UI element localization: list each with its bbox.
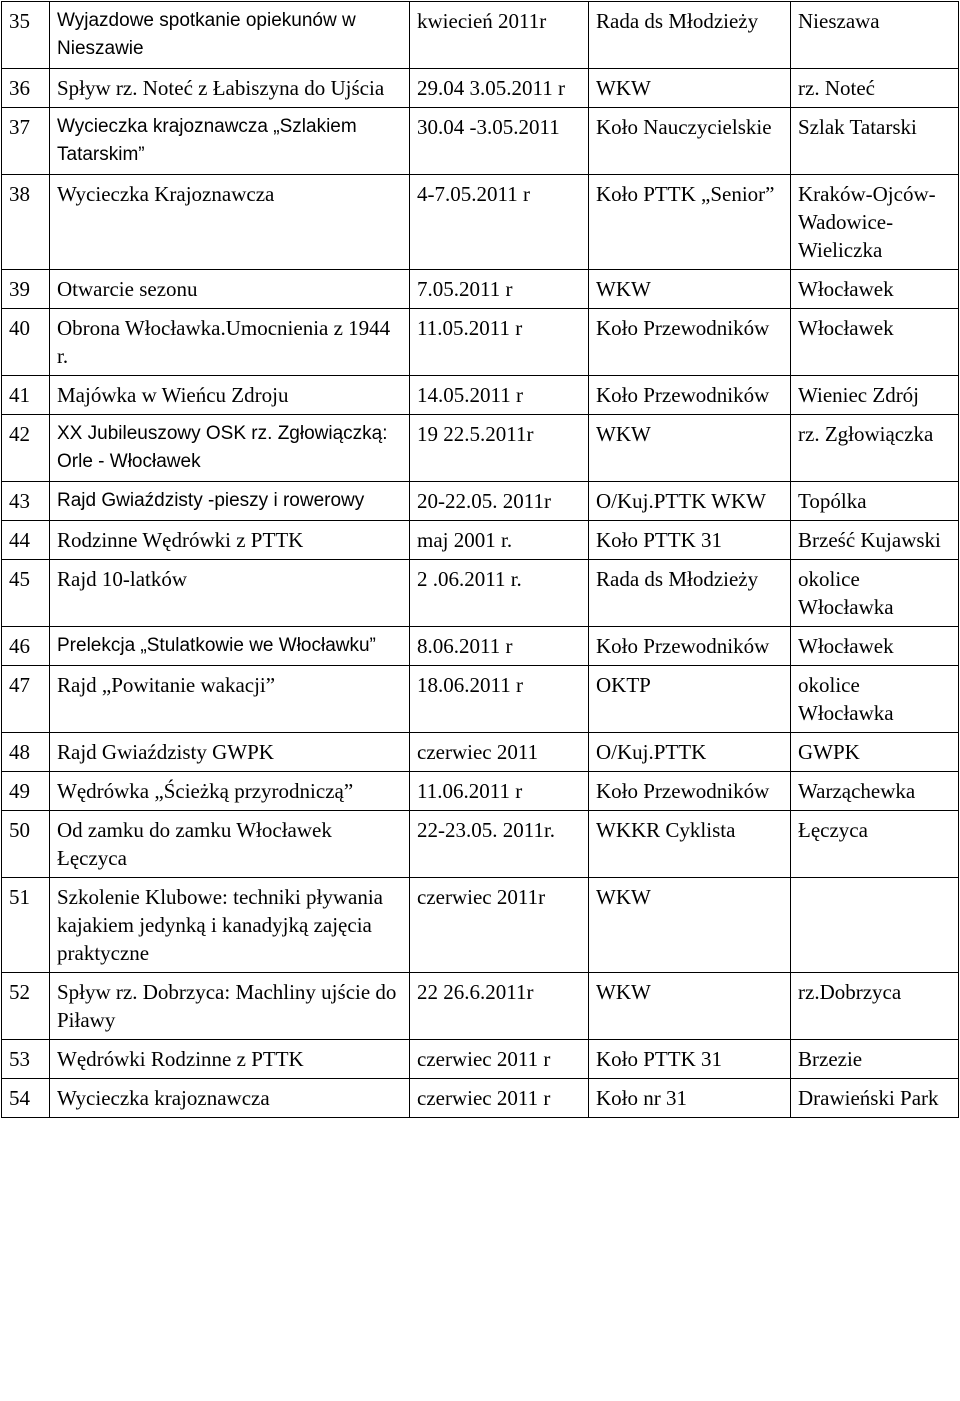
cell-place: Brzezie [791,1040,959,1079]
cell-organizer: WKW [589,973,791,1040]
cell-place [791,878,959,973]
cell-date: 22 26.6.2011r [410,973,589,1040]
cell-date: czerwiec 2011 r [410,1040,589,1079]
cell-name: Od zamku do zamku Włocławek Łęczyca [50,811,410,878]
cell-name: Rajd „Powitanie wakacji” [50,666,410,733]
cell-place: Włocławek [791,627,959,666]
cell-organizer: Koło Przewodników [589,772,791,811]
cell-nr: 52 [2,973,50,1040]
cell-organizer: WKKR Cyklista [589,811,791,878]
cell-nr: 39 [2,270,50,309]
cell-place: Łęczyca [791,811,959,878]
cell-organizer: Rada ds Młodzieży [589,560,791,627]
cell-place: GWPK [791,733,959,772]
cell-date: 29.04 3.05.2011 r [410,69,589,108]
cell-date: 22-23.05. 2011r. [410,811,589,878]
cell-nr: 48 [2,733,50,772]
table-row [2,108,959,175]
cell-date: czerwiec 2011r [410,878,589,973]
table-row [2,270,959,309]
cell-organizer: O/Kuj.PTTK WKW [589,482,791,521]
cell-date: 20-22.05. 2011r [410,482,589,521]
cell-nr: 42 [2,415,50,482]
cell-name: Obrona Włocławka.Umocnienia z 1944 r. [50,309,410,376]
cell-name: Wycieczka Krajoznawcza [50,175,410,270]
cell-place: Szlak Tatarski [791,108,959,175]
cell-organizer: Rada ds Młodzieży [589,2,791,69]
table-row [2,482,959,521]
table-row [2,733,959,772]
cell-place: Nieszawa [791,2,959,69]
cell-name: Spływ rz. Noteć z Łabiszyna do Ujścia [50,69,410,108]
cell-nr: 45 [2,560,50,627]
table-row [2,376,959,415]
cell-date: 7.05.2011 r [410,270,589,309]
cell-name: Rodzinne Wędrówki z PTTK [50,521,410,560]
cell-date: 18.06.2011 r [410,666,589,733]
cell-name: Otwarcie sezonu [50,270,410,309]
cell-nr: 46 [2,627,50,666]
events-table [1,1,959,1118]
cell-nr: 35 [2,2,50,69]
cell-place: Wieniec Zdrój [791,376,959,415]
cell-place: Kraków-Ojców-Wadowice-Wieliczka [791,175,959,270]
cell-nr: 53 [2,1040,50,1079]
cell-nr: 51 [2,878,50,973]
cell-date: czerwiec 2011 r [410,1079,589,1118]
cell-nr: 50 [2,811,50,878]
cell-nr: 47 [2,666,50,733]
cell-date: 11.06.2011 r [410,772,589,811]
cell-nr: 44 [2,521,50,560]
cell-name: Rajd Gwiaździsty -pieszy i rowerowy [50,482,410,521]
cell-organizer: Koło PTTK 31 [589,521,791,560]
cell-organizer: Koło PTTK 31 [589,1040,791,1079]
cell-name: XX Jubileuszowy OSK rz. Zgłowiączką: Orle - Włocławek [50,415,410,482]
cell-name: Wyjazdowe spotkanie opiekunów w Nieszawie [50,2,410,69]
cell-date: 14.05.2011 r [410,376,589,415]
cell-name: Majówka w Wieńcu Zdroju [50,376,410,415]
cell-date: 11.05.2011 r [410,309,589,376]
cell-name: Spływ rz. Dobrzyca: Machliny ujście do Piławy [50,973,410,1040]
cell-organizer: WKW [589,69,791,108]
cell-nr: 43 [2,482,50,521]
table-row [2,666,959,733]
table-row [2,878,959,973]
cell-place: okolice Włocławka [791,666,959,733]
cell-name: Wędrówki Rodzinne z PTTK [50,1040,410,1079]
table-row [2,309,959,376]
cell-date: czerwiec 2011 [410,733,589,772]
cell-nr: 37 [2,108,50,175]
cell-name: Wędrówka „Ścieżką przyrodniczą” [50,772,410,811]
cell-name: Prelekcja „Stulatkowie we Włocławku” [50,627,410,666]
table-row [2,175,959,270]
cell-place: Włocławek [791,270,959,309]
cell-place: Brześć Kujawski [791,521,959,560]
cell-place: Topólka [791,482,959,521]
cell-organizer: OKTP [589,666,791,733]
cell-place: Warząchewka [791,772,959,811]
cell-place: okolice Włocławka [791,560,959,627]
cell-nr: 49 [2,772,50,811]
cell-organizer: O/Kuj.PTTK [589,733,791,772]
cell-place: rz.Dobrzyca [791,973,959,1040]
cell-name: Rajd Gwiaździsty GWPK [50,733,410,772]
cell-organizer: Koło PTTK „Senior” [589,175,791,270]
cell-nr: 38 [2,175,50,270]
table-row [2,811,959,878]
cell-place: rz. Noteć [791,69,959,108]
table-row [2,521,959,560]
table-row [2,772,959,811]
cell-name: Rajd 10-latków [50,560,410,627]
cell-organizer: WKW [589,270,791,309]
cell-place: Drawieński Park [791,1079,959,1118]
cell-nr: 40 [2,309,50,376]
table-row [2,627,959,666]
cell-name: Wycieczka krajoznawcza „Szlakiem Tatarskim” [50,108,410,175]
cell-organizer: WKW [589,415,791,482]
cell-name: Szkolenie Klubowe: techniki pływania kajakiem jedynką i kanadyjką zajęcia praktyczne [50,878,410,973]
cell-nr: 54 [2,1079,50,1118]
table-row [2,1079,959,1118]
table-row [2,560,959,627]
table-row [2,1040,959,1079]
cell-place: Włocławek [791,309,959,376]
cell-date: kwiecień 2011r [410,2,589,69]
table-row [2,973,959,1040]
cell-date: 4-7.05.2011 r [410,175,589,270]
table-row [2,69,959,108]
cell-nr: 41 [2,376,50,415]
table-row [2,2,959,69]
cell-date: 8.06.2011 r [410,627,589,666]
cell-organizer: Koło Przewodników [589,627,791,666]
cell-organizer: Koło Przewodników [589,309,791,376]
table-row [2,415,959,482]
cell-date: maj 2001 r. [410,521,589,560]
cell-organizer: WKW [589,878,791,973]
cell-organizer: Koło Przewodników [589,376,791,415]
cell-place: rz. Zgłowiączka [791,415,959,482]
cell-name: Wycieczka krajoznawcza [50,1079,410,1118]
cell-nr: 36 [2,69,50,108]
cell-date: 19 22.5.2011r [410,415,589,482]
cell-organizer: Koło Nauczycielskie [589,108,791,175]
cell-organizer: Koło nr 31 [589,1079,791,1118]
cell-date: 2 .06.2011 r. [410,560,589,627]
cell-date: 30.04 -3.05.2011 [410,108,589,175]
